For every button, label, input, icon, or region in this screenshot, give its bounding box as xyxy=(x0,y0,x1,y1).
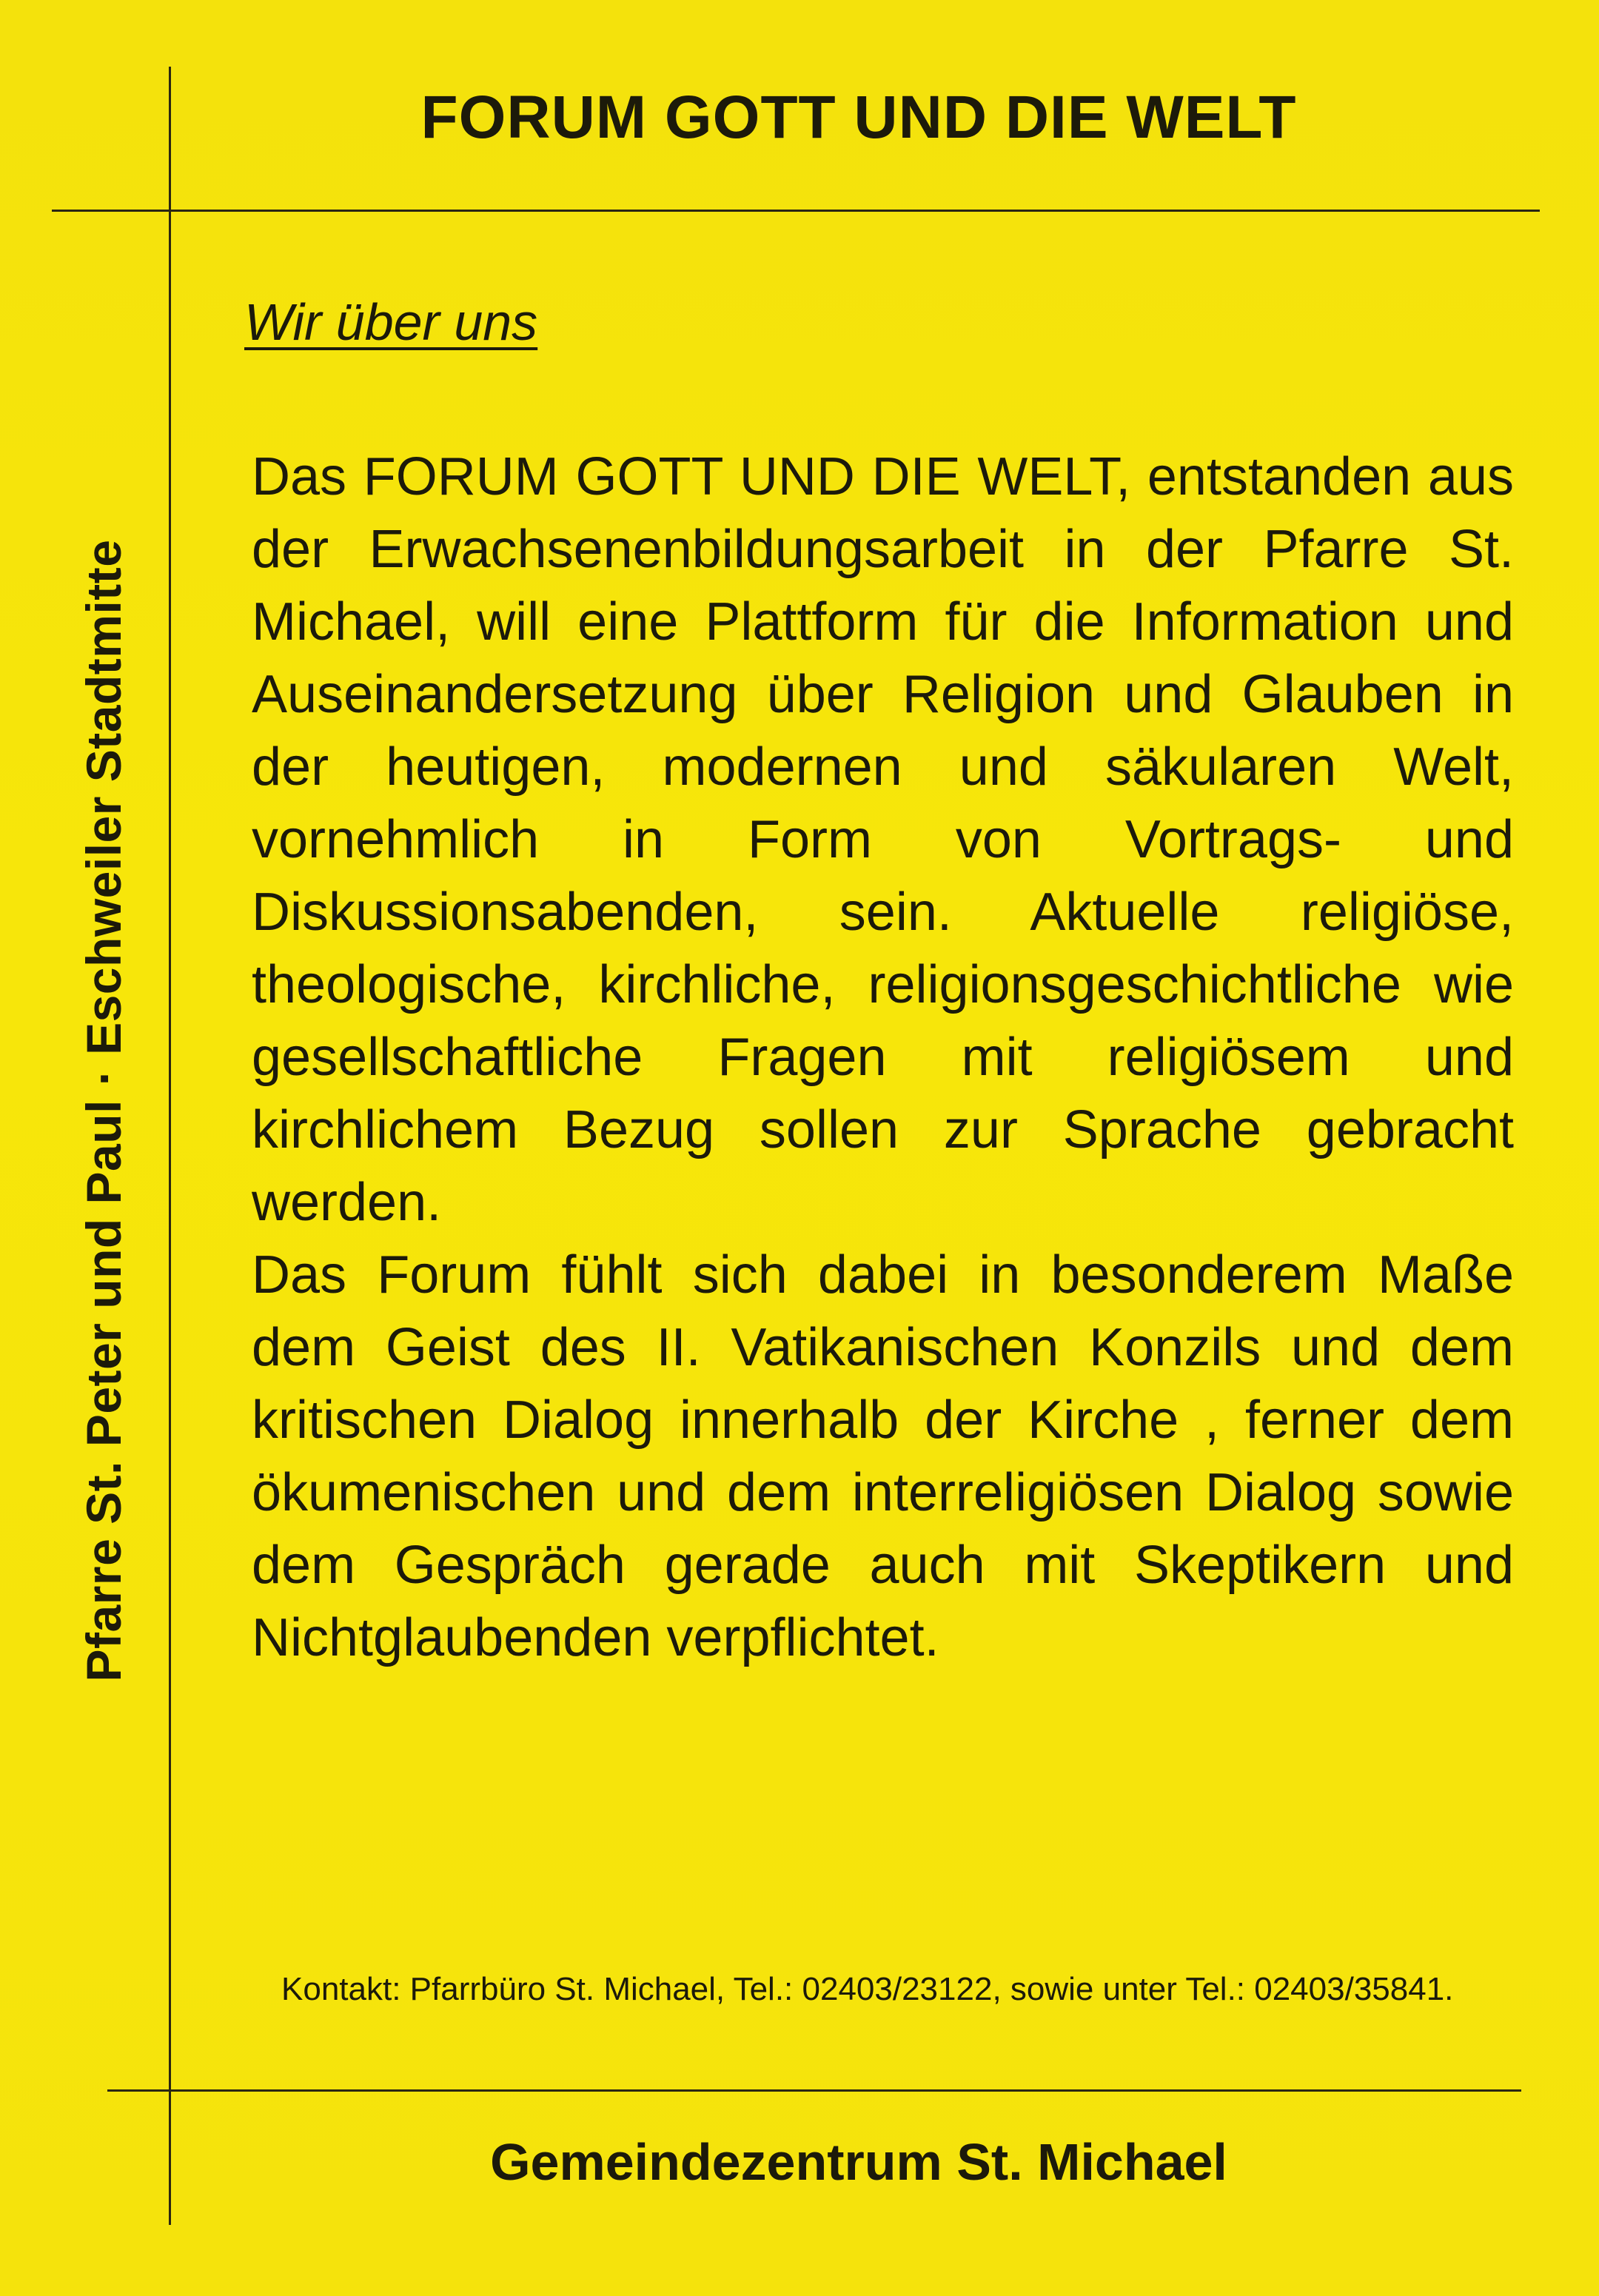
side-parish-label: Pfarre St. Peter und Paul · Eschweiler Stadtmitte xyxy=(76,539,131,1682)
paragraph-mission: Das Forum fühlt sich dabei in besonderem Maße dem Geist des II. Vatikanischen Konzils und dem kritischen Dialog innerhalb der Kirche , ferner dem ökumenischen und dem interreligiösen Dialog sowie dem Gespräch gerade auch mit Skeptikern und Nichtglaubenden verpflichtet. xyxy=(252,1245,1514,1667)
header-divider xyxy=(52,210,1540,212)
vertical-divider xyxy=(169,67,171,2225)
contact-info: Kontakt: Pfarrbüro St. Michael, Tel.: 02403/23122, sowie unter Tel.: 02403/35841. xyxy=(281,1971,1454,2007)
page-title: FORUM GOTT UND DIE WELT xyxy=(420,84,1297,151)
section-heading: Wir über uns xyxy=(244,293,538,351)
body-text xyxy=(252,441,1514,1674)
footer-divider xyxy=(107,2089,1521,2092)
footer-title: Gemeindezentrum St. Michael xyxy=(490,2133,1227,2191)
paragraph-intro: Das FORUM GOTT UND DIE WELT, entstanden aus der Erwachsenenbildungsarbeit in der Pfarre St. Michael, will eine Plattform für die Information und Auseinandersetzung über Religion und Glauben in der heutigen, modernen und säkularen Welt, vornehmlich in Form von Vortrags- und Diskussionsabenden, sein. Aktuelle religiöse, theologische, kirchliche, religionsgeschichtliche wie gesellschaftliche Fragen mit religiösem und kirchlichem Bezug sollen zur Sprache gebracht werden. xyxy=(252,447,1514,1232)
